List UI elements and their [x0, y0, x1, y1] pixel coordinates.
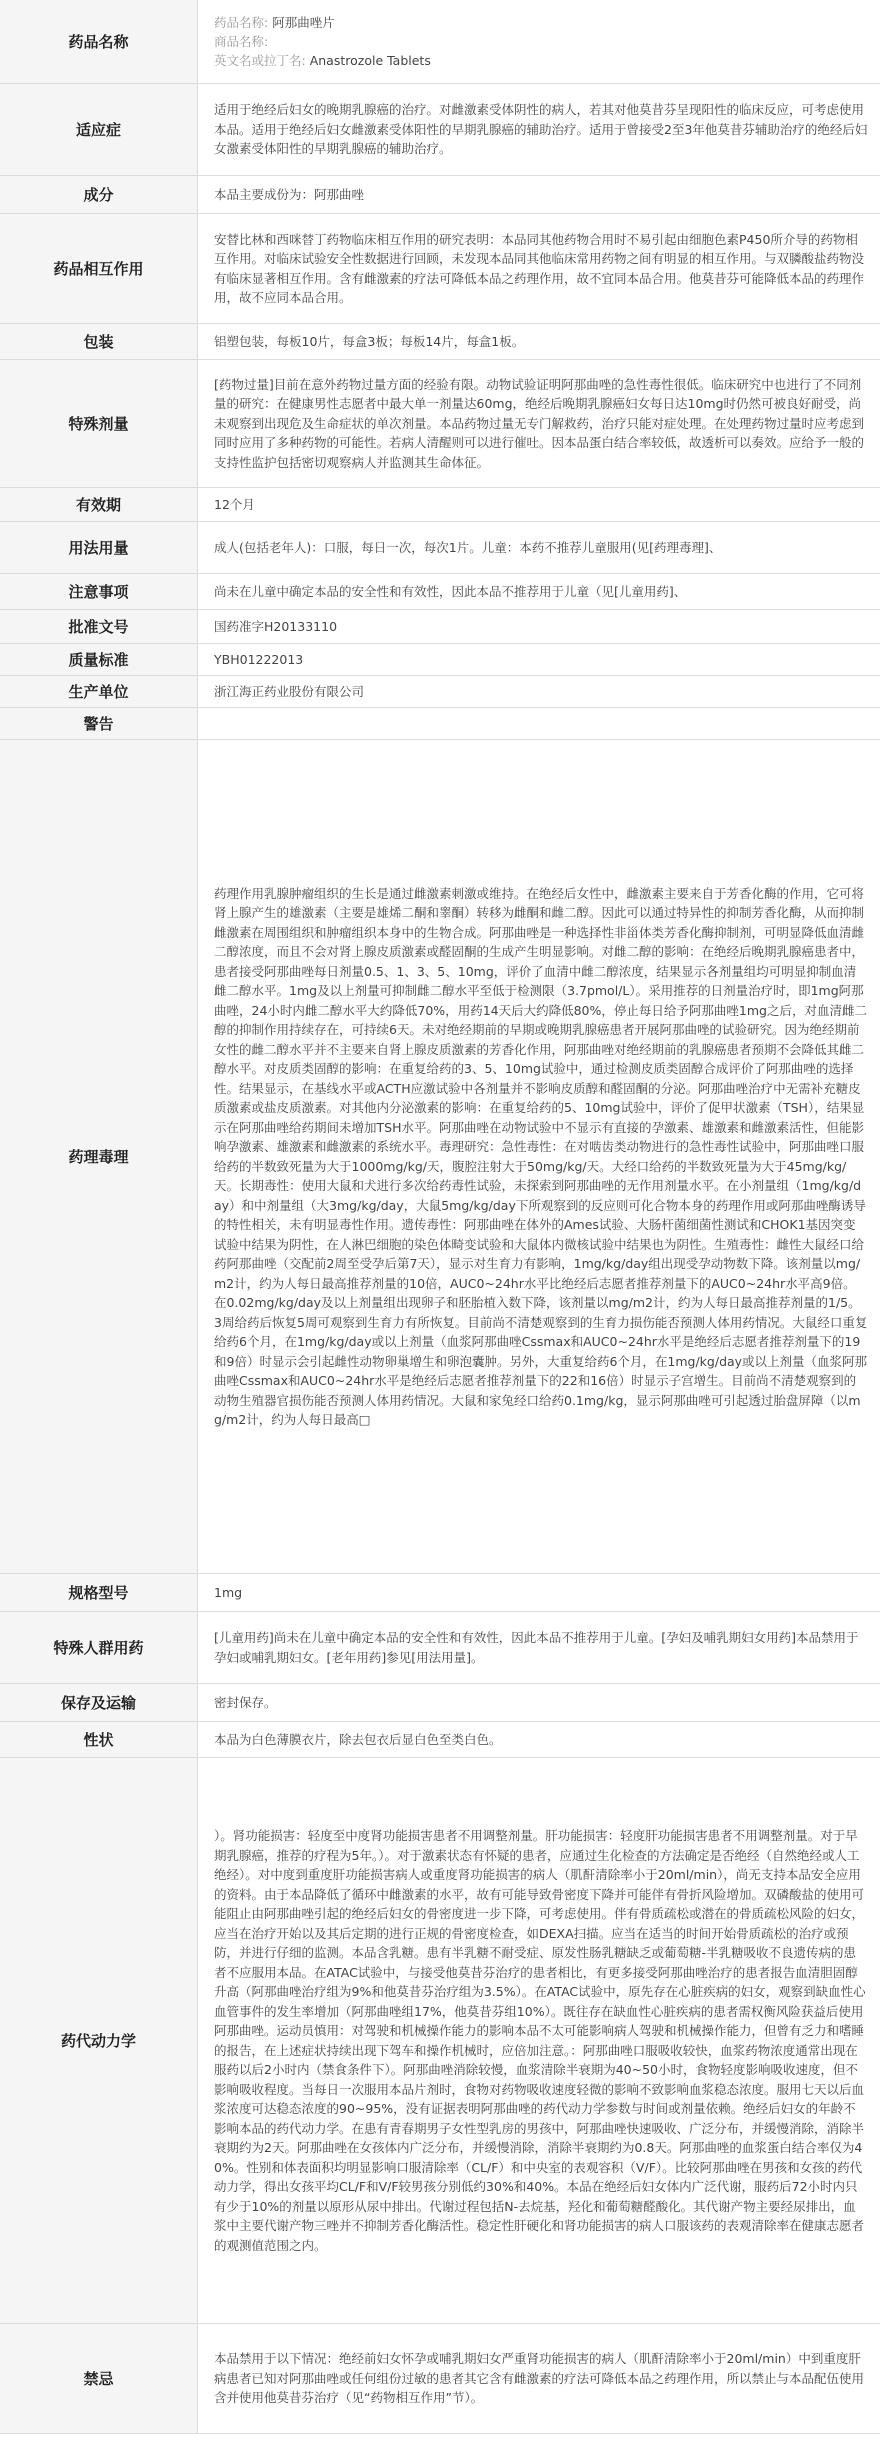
row-spec — [0, 1574, 880, 1612]
value-contraindications — [214, 2324, 868, 2433]
row-special-population — [0, 1612, 880, 1684]
row-warning — [0, 708, 880, 740]
text-dosage: 成人(包括老年人)：口服，每日一次，每次1片。儿童：本药不推荐儿童服用(见[药理毒理]、 — [214, 539, 722, 555]
label-dosage: 用法用量 — [0, 522, 198, 573]
value-validity — [214, 488, 868, 521]
trade-name-line — [214, 32, 268, 51]
text-standard: YBH01222013 — [214, 651, 304, 667]
value-pharmacology — [214, 740, 868, 1573]
trade-name-prefix: 商品名称: — [214, 34, 269, 49]
row-standard — [0, 644, 880, 676]
value-spec — [214, 1574, 868, 1611]
label-special-population: 特殊人群用药 — [0, 1612, 198, 1683]
value-approval — [214, 610, 868, 643]
label-pharmacokinetics: 药代动力学 — [0, 1758, 198, 2323]
row-description — [0, 1722, 880, 1758]
label-packaging: 包装 — [0, 324, 198, 359]
value-drug-name — [214, 0, 868, 83]
label-manufacturer: 生产单位 — [0, 676, 198, 707]
row-ingredients — [0, 176, 880, 214]
text-validity: 12个月 — [214, 496, 255, 512]
row-precautions — [0, 574, 880, 610]
generic-name-prefix: 药品名称: — [214, 15, 269, 30]
row-manufacturer — [0, 676, 880, 708]
row-approval — [0, 610, 880, 644]
label-description: 性状 — [0, 1722, 198, 1757]
row-pharmacokinetics — [0, 1758, 880, 2324]
row-pharmacology — [0, 740, 880, 1574]
value-description — [214, 1722, 868, 1757]
english-name-value: Anastrozole Tablets — [309, 53, 431, 68]
label-interactions: 药品相互作用 — [0, 214, 198, 323]
text-packaging: 铝塑包装，每板10片，每盒3板；每板14片，每盒1板。 — [214, 333, 525, 349]
row-contraindications — [0, 2324, 880, 2434]
value-precautions — [214, 574, 868, 609]
text-pharmacokinetics: ）。肾功能损害：轻度至中度肾功能损害患者不用调整剂量。肝功能损害：轻度肝功能损害患者不用调整剂量。对于早期乳腺癌，推荐的疗程为5年。）。对于激素状态有怀疑的患者，应通过生化检查的方法确定是否绝经（自然绝经或人工绝经）。对中度到重度肝功能损害病人或重度肾功能损害的病人（肌酐清除率小于20ml/min），尚无支持本品安全应用的资料。由于本品降低了循环中雌激素的水平，故有可能导致骨密度下降并可能伴有骨折风险增加。双磷酸盐的使用可能阻止由阿那曲唑引起的绝经后妇女的骨密度进一步下降，可考虑使用。伴有骨质疏松或潜在的骨质疏松风险的妇女，应当在治疗开始以及其后定期的进行正规的骨密度检查，如DEXA扫描。应当在适当的时间开始骨质疏松的治疗或预防，并进行仔细的监测。本品含乳糖。患有半乳糖不耐受症、原发性肠乳糖缺乏或葡萄糖-半乳糖吸收不良遗传病的患者不应服用本品。在ATAC试验中，与接受他莫昔芬治疗的患者相比，有更多接受阿那曲唑治疗的患者报告血清胆固醇升高（阿那曲唑治疗组为9%和他莫昔芬治疗组为3.5%）。在ATAC试验中，原先存在心脏疾病的妇女，观察到缺血性心血管事件的发生率增加（阿那曲唑组17%，他莫昔芬组10%）。既往存在缺血性心脏疾病的患者需权衡风险获益后使用阿那曲唑。运动员慎用：对驾驶和机械操作能力的影响本品不太可能影响病人驾驶和机械操作能力，但曾有乏力和嗜睡的报告，在上述症状持续出现下驾车和操作机械时，应倍加注意。：阿那曲唑口服吸收较快，血浆药物浓度通常出现在服药以后2小时内（禁食条件下）。阿那曲唑消除较慢，血浆清除半衰期为40~50小时，食物轻度影响吸收速度，但不影响吸收程度。当每日一次服用本品片剂时，食物对药物吸收速度轻微的影响不致影响血浆稳态浓度。服用七天以后血浆浓度可达稳态浓度的90~95%，没有证据表明阿那曲唑的药代动力学参数与时间或剂量依赖。绝经后妇女的年龄不影响本品的药代动力学。在患有青春期男子女性型乳房的男孩中，阿那曲唑快速吸收、广泛分布，并缓慢消除，消除半衰期约为2天。阿那曲唑在女孩体内广泛分布，并缓慢消除，消除半衰期约为0.8天。阿那曲唑的血浆蛋白结合率仅为40%。性别和体表面积均明显影响口服清除率（CL/F）和中央室的表观容积（V/F）。比较阿那曲唑在男孩和女孩的药代动力学，得出女孩平均CL/F和V/F较男孩分别低约30%和40%。本品在绝经后妇女体内广泛代谢，服药后72小时内只有少于10%的剂量以原形从尿中排出。代谢过程包括N-去烷基，羟化和葡萄糖醛酸化。其代谢产物主要经尿排出，血浆中主要代谢产物三唑并不抑制芳香化酶活性。稳定性肝硬化和肾功能损害的病人口服该药的表观清除率在健康志愿者的观测值范围之内。 — [214, 1828, 866, 2253]
text-ingredients: 本品主要成份为：阿那曲唑 — [214, 186, 365, 202]
text-indication: 适用于绝经后妇女的晚期乳腺癌的治疗。对雌激素受体阴性的病人，若其对他莫昔芬呈现阳性的临床反应，可考虑使用本品。适用于绝经后妇女雌激素受体阳性的早期乳腺癌的辅助治疗。适用于曾接受2至3年他莫昔芬辅助治疗的绝经后妇女激素受体阳性的早期乳腺癌的辅助治疗。 — [214, 102, 868, 157]
value-interactions — [214, 214, 868, 323]
text-manufacturer: 浙江海正药业股份有限公司 — [214, 683, 365, 699]
label-precautions: 注意事项 — [0, 574, 198, 609]
row-validity — [0, 488, 880, 522]
label-ingredients: 成分 — [0, 176, 198, 213]
label-overdose: 特殊剂量 — [0, 360, 198, 487]
label-storage: 保存及运输 — [0, 1684, 198, 1721]
label-validity: 有效期 — [0, 488, 198, 521]
generic-name-line — [214, 13, 335, 32]
label-indication: 适应症 — [0, 84, 198, 175]
label-pharmacology: 药理毒理 — [0, 740, 198, 1573]
text-pharmacology: 药理作用乳腺肿瘤组织的生长是通过雌激素刺激或维持。在绝经后女性中，雌激素主要来自于芳香化酶的作用，它可将肾上腺产生的雄激素（主要是雄烯二酮和睾酮）转移为雌酮和雌二醇。因此可以通过特异性的抑制芳香化酶，从而抑制雌激素在周围组织和肿瘤组织本身中的生物合成。阿那曲唑是一种选择性非甾体类芳香化酶抑制剂，可明显降低血清雌二醇浓度，而且不会对肾上腺皮质激素或醛固酮的生成产生明显影响。对雌二醇的影响：在绝经后晚期乳腺癌患者中，患者接受阿那曲唑每日剂量0.5、1、3、5、10mg，评价了血清中雌二醇浓度，结果显示各剂量组均可明显抑制血清雌二醇水平。1mg及以上剂量可抑制雌二醇水平至低于检测限（3.7pmol/L）。采用推荐的日剂量治疗时，即1mg阿那曲唑，24小时内雌二醇水平大约降低70%，用药14天后大约降低80%，停止每日给予阿那曲唑1mg之后，对血清雌二醇的抑制作用持续存在，可持续6天。未对绝经期前的早期或晚期乳腺癌患者开展阿那曲唑的试验研究。因为绝经期前女性的雌二醇水平并不主要来自肾上腺皮质激素的芳香化作用，阿那曲唑对绝经期前的乳腺癌患者预期不会降低其雌二醇水平。对皮质类固醇的影响：在重复给药的3、5、10mg试验中，通过检测皮质类固醇合成评价了阿那曲唑的选择性。结果显示，在基线水平或ACTH应激试验中各剂量并不影响皮质醇和醛固酮的分泌。阿那曲唑治疗中无需补充糖皮质激素或盐皮质激素。对其他内分泌激素的影响：在重复给药的5、10mg试验中，评价了促甲状激素（TSH），结果显示在阿那曲唑给药期间未增加TSH水平。阿那曲唑在动物试验中不显示有直接的孕激素、雄激素和雌激素活性，但能影响孕激素、雄激素和雌激素的系统水平。毒理研究：急性毒性：在对啮齿类动物进行的急性毒性试验中，阿那曲唑口服给药的半数致死量为大于1000mg/kg/天，腹腔注射大于50mg/kg/天。大经口给药的半数致死量为大于45mg/kg/天。长期毒性：使用大鼠和犬进行多次给药毒性试验，未探索到阿那曲唑的无作用剂量水平。在小剂量组（1mg/kg/day）和中剂量组（大3mg/kg/day，大鼠5mg/kg/day下所观察到的反应则可化合物本身的药理作用或阿那曲唑酶诱导的特性相关，未有明显毒性作用。遗传毒性：阿那曲唑在体外的Ames试验、大肠杆菌细菌性测试和CHOK1基因突变试验中结果为阴性，在人淋巴细胞的染色体畸变试验和大鼠体内微核试验中结果也为阴性。生殖毒性：雌性大鼠经口给药阿那曲唑（交配前2周至受孕后第7天），显示对生育力有影响，1mg/kg/day组出现受孕动物数下降。该剂量以mg/m2计，约为人每日最高推荐剂量的10倍，AUC0~24hr水平比绝经后志愿者推荐剂量下的AUC0~24hr水平高9倍。在0.02mg/kg/day及以上剂量组出现卵子和胚胎植入数下降，该剂量以mg/m2计，约为人每日最高推荐剂量的1/5。3周给药后恢复5周可观察到生育力有所恢复。目前尚不清楚观察到的生育力损伤能否预测人体用药情况。大鼠经口重复给药6个月，在1mg/kg/day或以上剂量（血浆阿那曲唑Cssmax和AUC0~24hr水平是绝经后志愿者推荐剂量下的19和9倍）时显示会引起雌性动物卵巢增生和卵泡囊肿。另外，大重复给药6个月，在1mg/kg/day或以上剂量（血浆阿那曲唑Cssmax和AUC0~24hr水平是绝经后志愿者推荐剂量下的22和16倍）时显示子宫增生。目前尚不清楚观察到的动物生殖器官损伤能否预测人体用药情况。大鼠和家兔经口给药0.1mg/kg，显示阿那曲唑可引起透过胎盘屏障（以mg/m2计，约为人每日最高□ — [214, 885, 868, 1427]
row-drug-name — [0, 0, 880, 84]
label-drug-name: 药品名称 — [0, 0, 198, 83]
value-indication — [214, 84, 868, 175]
text-spec: 1mg — [214, 1584, 243, 1600]
text-overdose: [药物过量]目前在意外药物过量方面的经验有限。动物试验证明阿那曲唑的急性毒性很低。临床研究中也进行了不同剂量的研究：在健康男性志愿者中最大单一剂量达60mg，绝经后晚期乳腺癌妇女每日达10mg时仍然可被良好耐受，尚未观察到出现危及生命症状的单次剂量。本品药物过量无专门解救药，治疗只能对症处理。在处理药物过量时应考虑到同时应用了多种药物的可能性。若病人清醒则可以进行催吐。因本品蛋白结合率较低，故透析可以奏效。应给予一般的支持性监护包括密切观察病人并监测其生命体征。 — [214, 376, 865, 470]
label-spec: 规格型号 — [0, 1574, 198, 1611]
generic-name-value: 阿那曲唑片 — [272, 15, 335, 30]
label-standard: 质量标准 — [0, 644, 198, 675]
value-packaging — [214, 324, 868, 359]
value-standard — [214, 644, 868, 675]
label-approval: 批准文号 — [0, 610, 198, 643]
value-warning — [214, 708, 868, 739]
value-special-population — [214, 1612, 868, 1683]
text-storage: 密封保存。 — [214, 1694, 277, 1710]
row-indication — [0, 84, 880, 176]
label-contraindications: 禁忌 — [0, 2324, 198, 2433]
row-interactions — [0, 214, 880, 324]
value-storage — [214, 1684, 868, 1721]
english-name-prefix: 英文名或拉丁名: — [214, 53, 306, 68]
row-storage — [0, 1684, 880, 1722]
row-overdose — [0, 360, 880, 488]
text-contraindications: 本品禁用于以下情况：绝经前妇女怀孕或哺乳期妇女严重肾功能损害的病人（肌酐清除率小于20ml/min）中到重度肝病患者已知对阿那曲唑或任何组份过敏的患者其它含有雌激素的疗法可降低本品之药理作用，所以禁止与本品配伍使用含并使用他莫昔芬治疗（见“药物相互作用”节）。 — [214, 2351, 865, 2406]
label-warning: 警告 — [0, 708, 198, 739]
row-packaging — [0, 324, 880, 360]
text-interactions: 安替比林和西咪替丁药物临床相互作用的研究表明：本品同其他药物合用时不易引起由细胞色素P450所介导的药物相互作用。对临床试验安全性数据进行回顾，未发现本品同其他临床常用药物之间有明显的相互作用。与双膦酸盐药物没有临床显著相互作用。含有雌激素的疗法可降低本品之药理作用，故不宜同本品合用。他莫昔芬可能降低本品的药理作用，故不应同本品合用。 — [214, 231, 865, 305]
value-ingredients — [214, 176, 868, 213]
text-special-population: [儿童用药]尚未在儿童中确定本品的安全性和有效性，因此本品不推荐用于儿童。[孕妇及哺乳期妇女用药]本品禁用于孕妇或哺乳期妇女。[老年用药]参见[用法用量]。 — [214, 1630, 859, 1665]
value-overdose — [214, 360, 868, 487]
row-dosage — [0, 522, 880, 574]
value-manufacturer — [214, 676, 868, 707]
value-dosage — [214, 522, 868, 573]
text-precautions: 尚未在儿童中确定本品的安全性和有效性，因此本品不推荐用于儿童（见[儿童用药]、 — [214, 583, 687, 599]
text-approval: 国药准字H20133110 — [214, 618, 338, 634]
value-pharmacokinetics — [214, 1758, 868, 2323]
text-description: 本品为白色薄膜衣片，除去包衣后显白色至类白色。 — [214, 1731, 502, 1747]
english-name-line — [214, 51, 431, 70]
